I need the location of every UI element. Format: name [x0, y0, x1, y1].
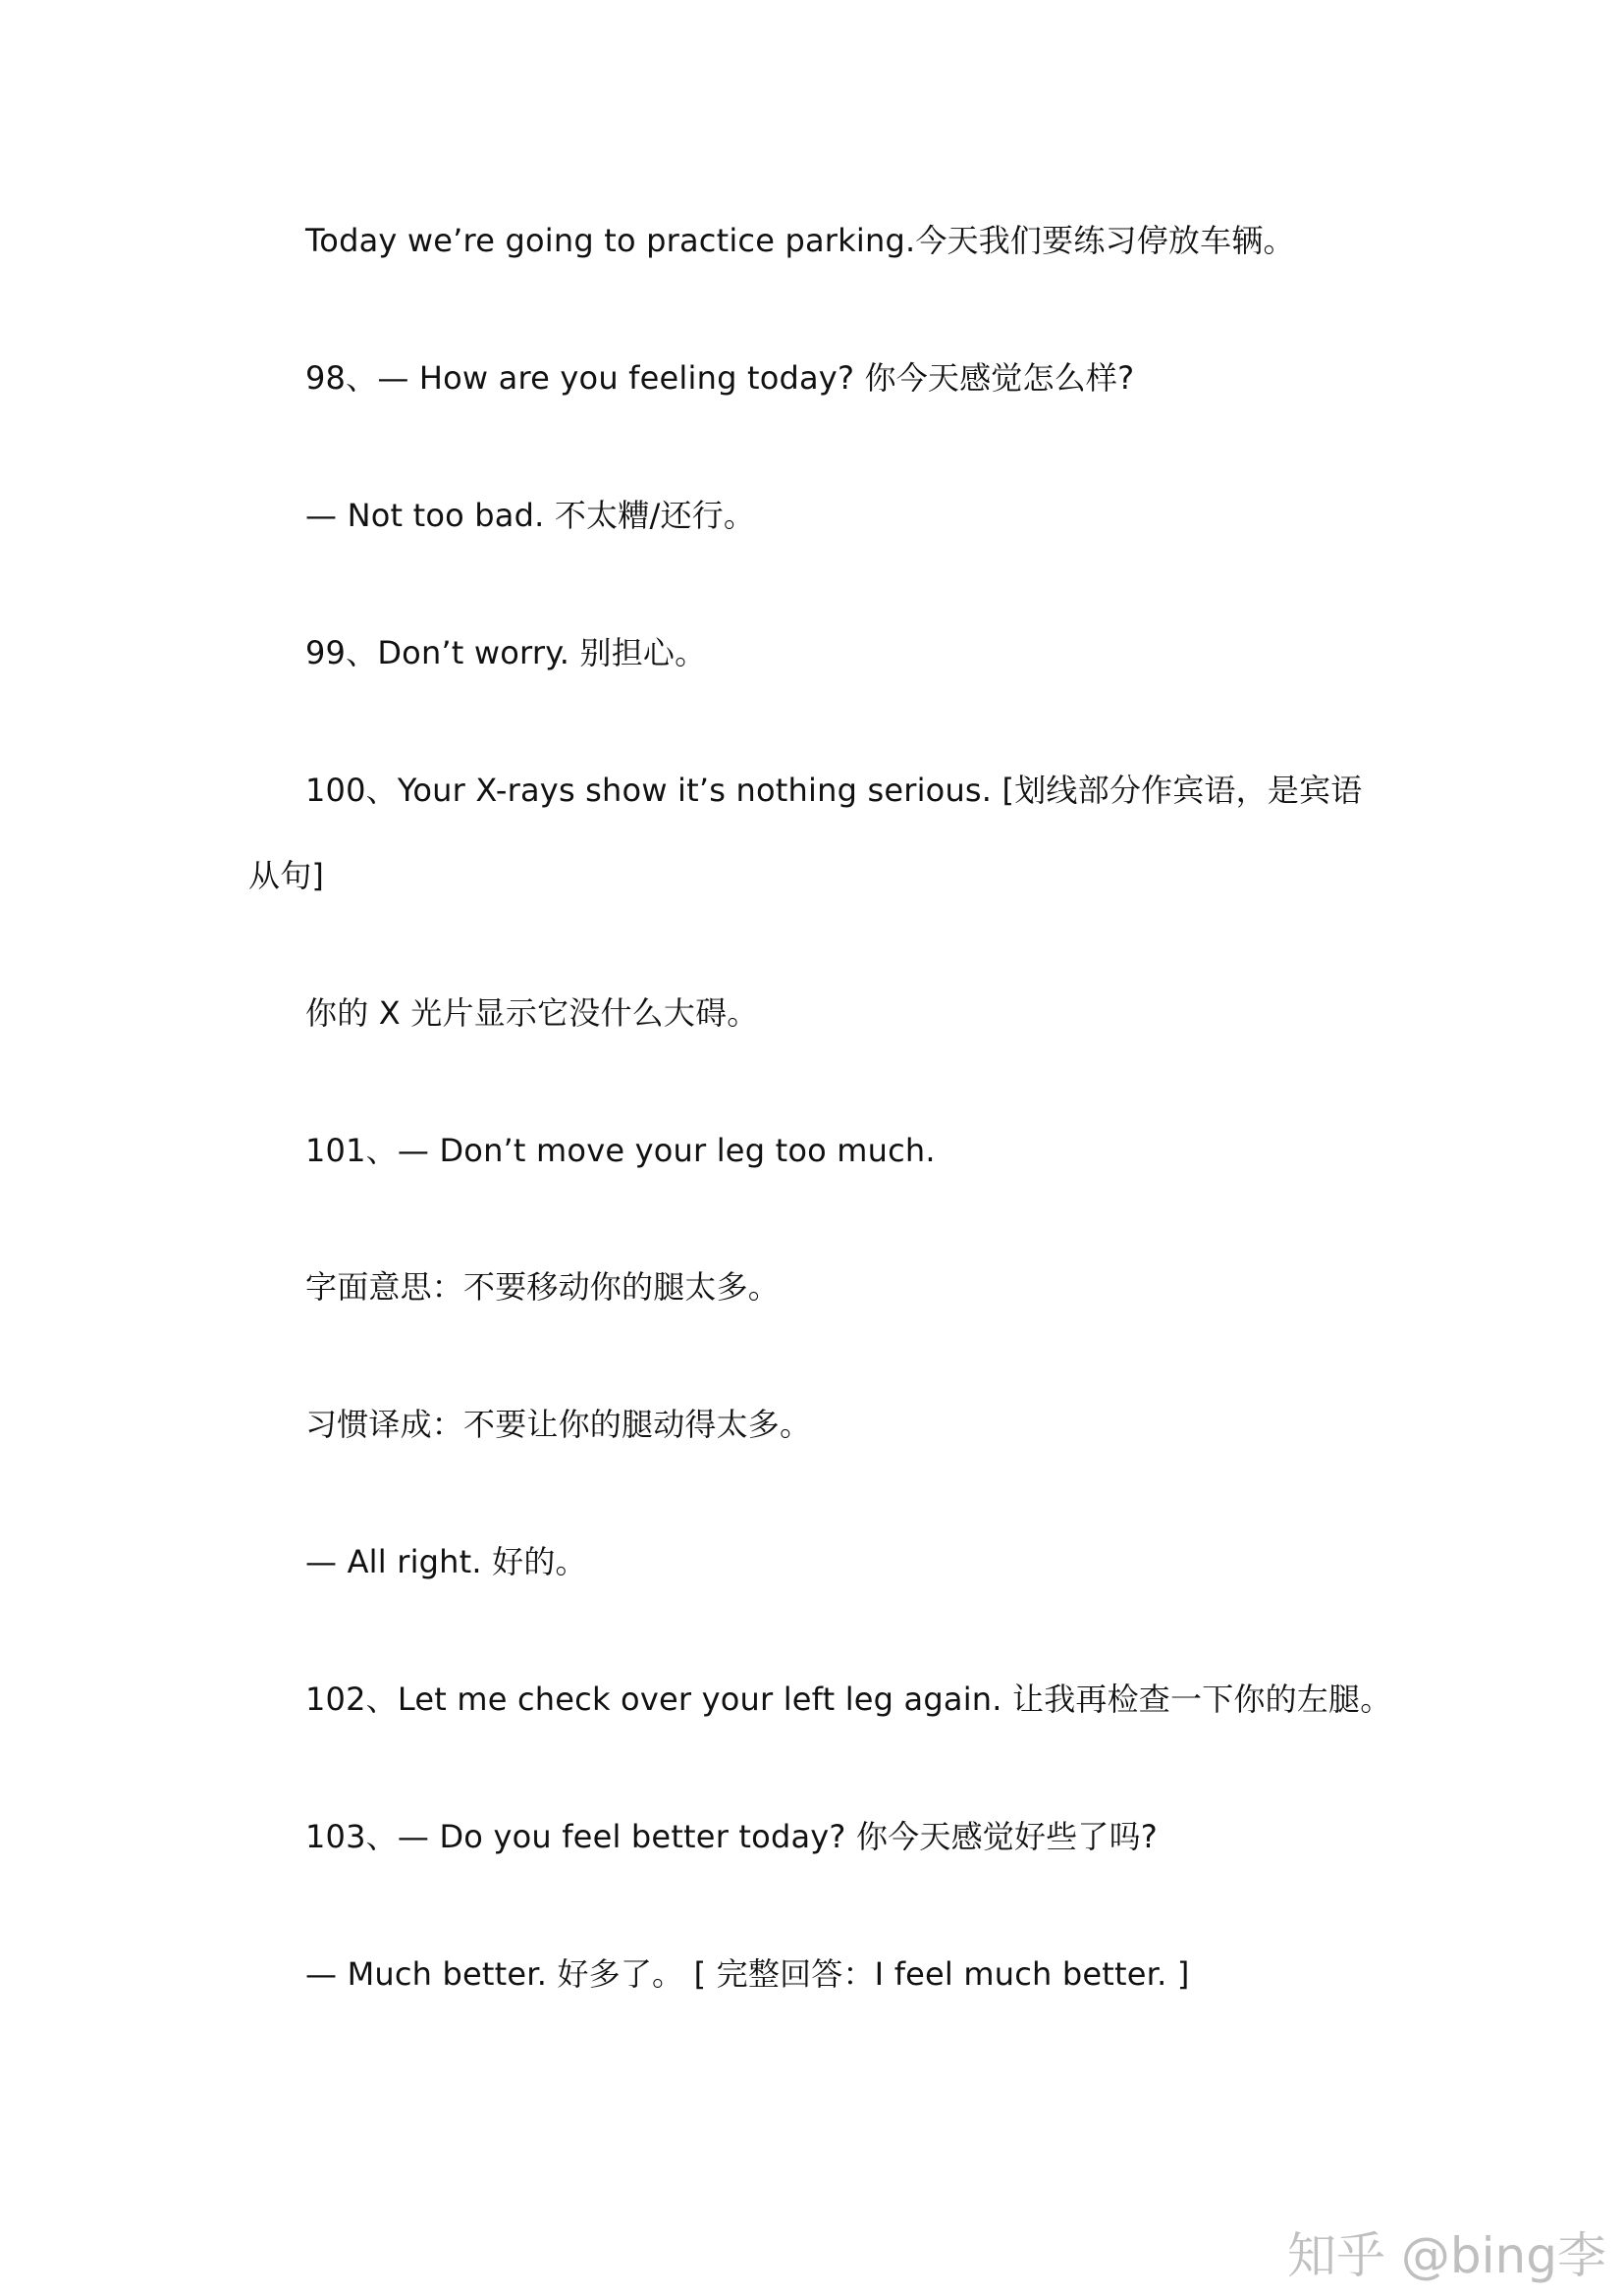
- text-line: 字面意思：不要移动你的腿太多。: [305, 1268, 781, 1306]
- text-line: 103、— Do you feel better today? 你今天感觉好些了吗?: [305, 1818, 1158, 1855]
- text-line: Today we’re going to practice parking.今天我们要练习停放车辆。: [305, 222, 1295, 259]
- text-line: 101、— Don’t move your leg too much.: [305, 1132, 936, 1169]
- text-line: 你的 X 光片显示它没什么大碍。: [305, 994, 759, 1032]
- watermark: 知乎 @bing李: [1287, 2227, 1606, 2284]
- text-line: 100、Your X-rays show it’s nothing serious. [划线部分作宾语，是宾语: [305, 772, 1363, 809]
- text-line: 98、— How are you feeling today? 你今天感觉怎么样?: [305, 359, 1135, 397]
- text-line: 99、Don’t worry. 别担心。: [305, 634, 707, 671]
- text-line: — All right. 好的。: [305, 1543, 587, 1580]
- text-line: — Much better. 好多了。 [ 完整回答：I feel much better. ]: [305, 1955, 1190, 1993]
- text-line: 从句]: [248, 857, 325, 894]
- text-line: 习惯译成：不要让你的腿动得太多。: [305, 1406, 812, 1443]
- text-line: — Not too bad. 不太糟/还行。: [305, 497, 756, 534]
- text-line: 102、Let me check over your left leg again. 让我再检查一下你的左腿。: [305, 1681, 1392, 1718]
